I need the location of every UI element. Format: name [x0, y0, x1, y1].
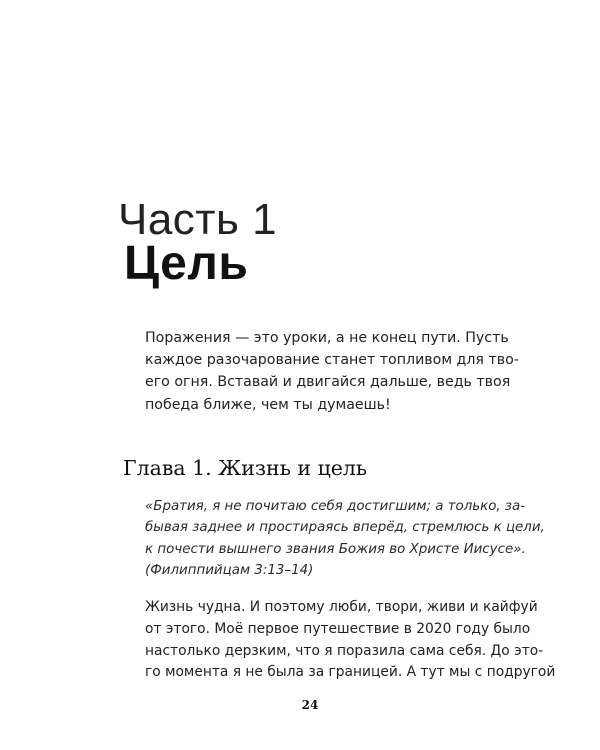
page-number: 24 — [301, 698, 319, 712]
intro-line: победа ближе, чем ты думаешь! — [145, 396, 391, 413]
body-line: настолько дерзким, что я поразила сама себя. До это- — [145, 642, 544, 659]
epigraph-citation: (Филиппийцам 3:13–14) — [145, 563, 314, 579]
intro-line: каждое разочарование станет топливом для тво- — [145, 352, 519, 369]
part-label: Часть 1 — [118, 195, 278, 244]
body-line: от этого. Моё первое путешествие в 2020 году было — [145, 620, 531, 637]
body-paragraph — [145, 597, 556, 684]
epigraph-quote — [145, 496, 545, 582]
intro-paragraph — [145, 327, 519, 416]
epigraph-line: к почести вышнего звания Божия во Христе Иисусе». — [145, 541, 526, 557]
chapter-title: Глава 1. Жизнь и цель — [123, 456, 368, 480]
epigraph-line: «Братия, я не почитаю себя достигшим; а только, за- — [145, 499, 526, 514]
intro-line: Поражения — это уроки, а не конец пути. Пусть — [145, 330, 509, 346]
body-line: го момента я не была за границей. А тут мы с подругой — [145, 664, 556, 681]
epigraph-line: бывая заднее и простираясь вперёд, стремлюсь к цели, — [145, 520, 545, 536]
part-title: Цель — [124, 237, 249, 290]
intro-line: его огня. Вставай и двигайся дальше, ведь твоя — [145, 374, 511, 391]
body-line: Жизнь чудна. И поэтому люби, твори, живи и кайфуй — [145, 599, 538, 615]
